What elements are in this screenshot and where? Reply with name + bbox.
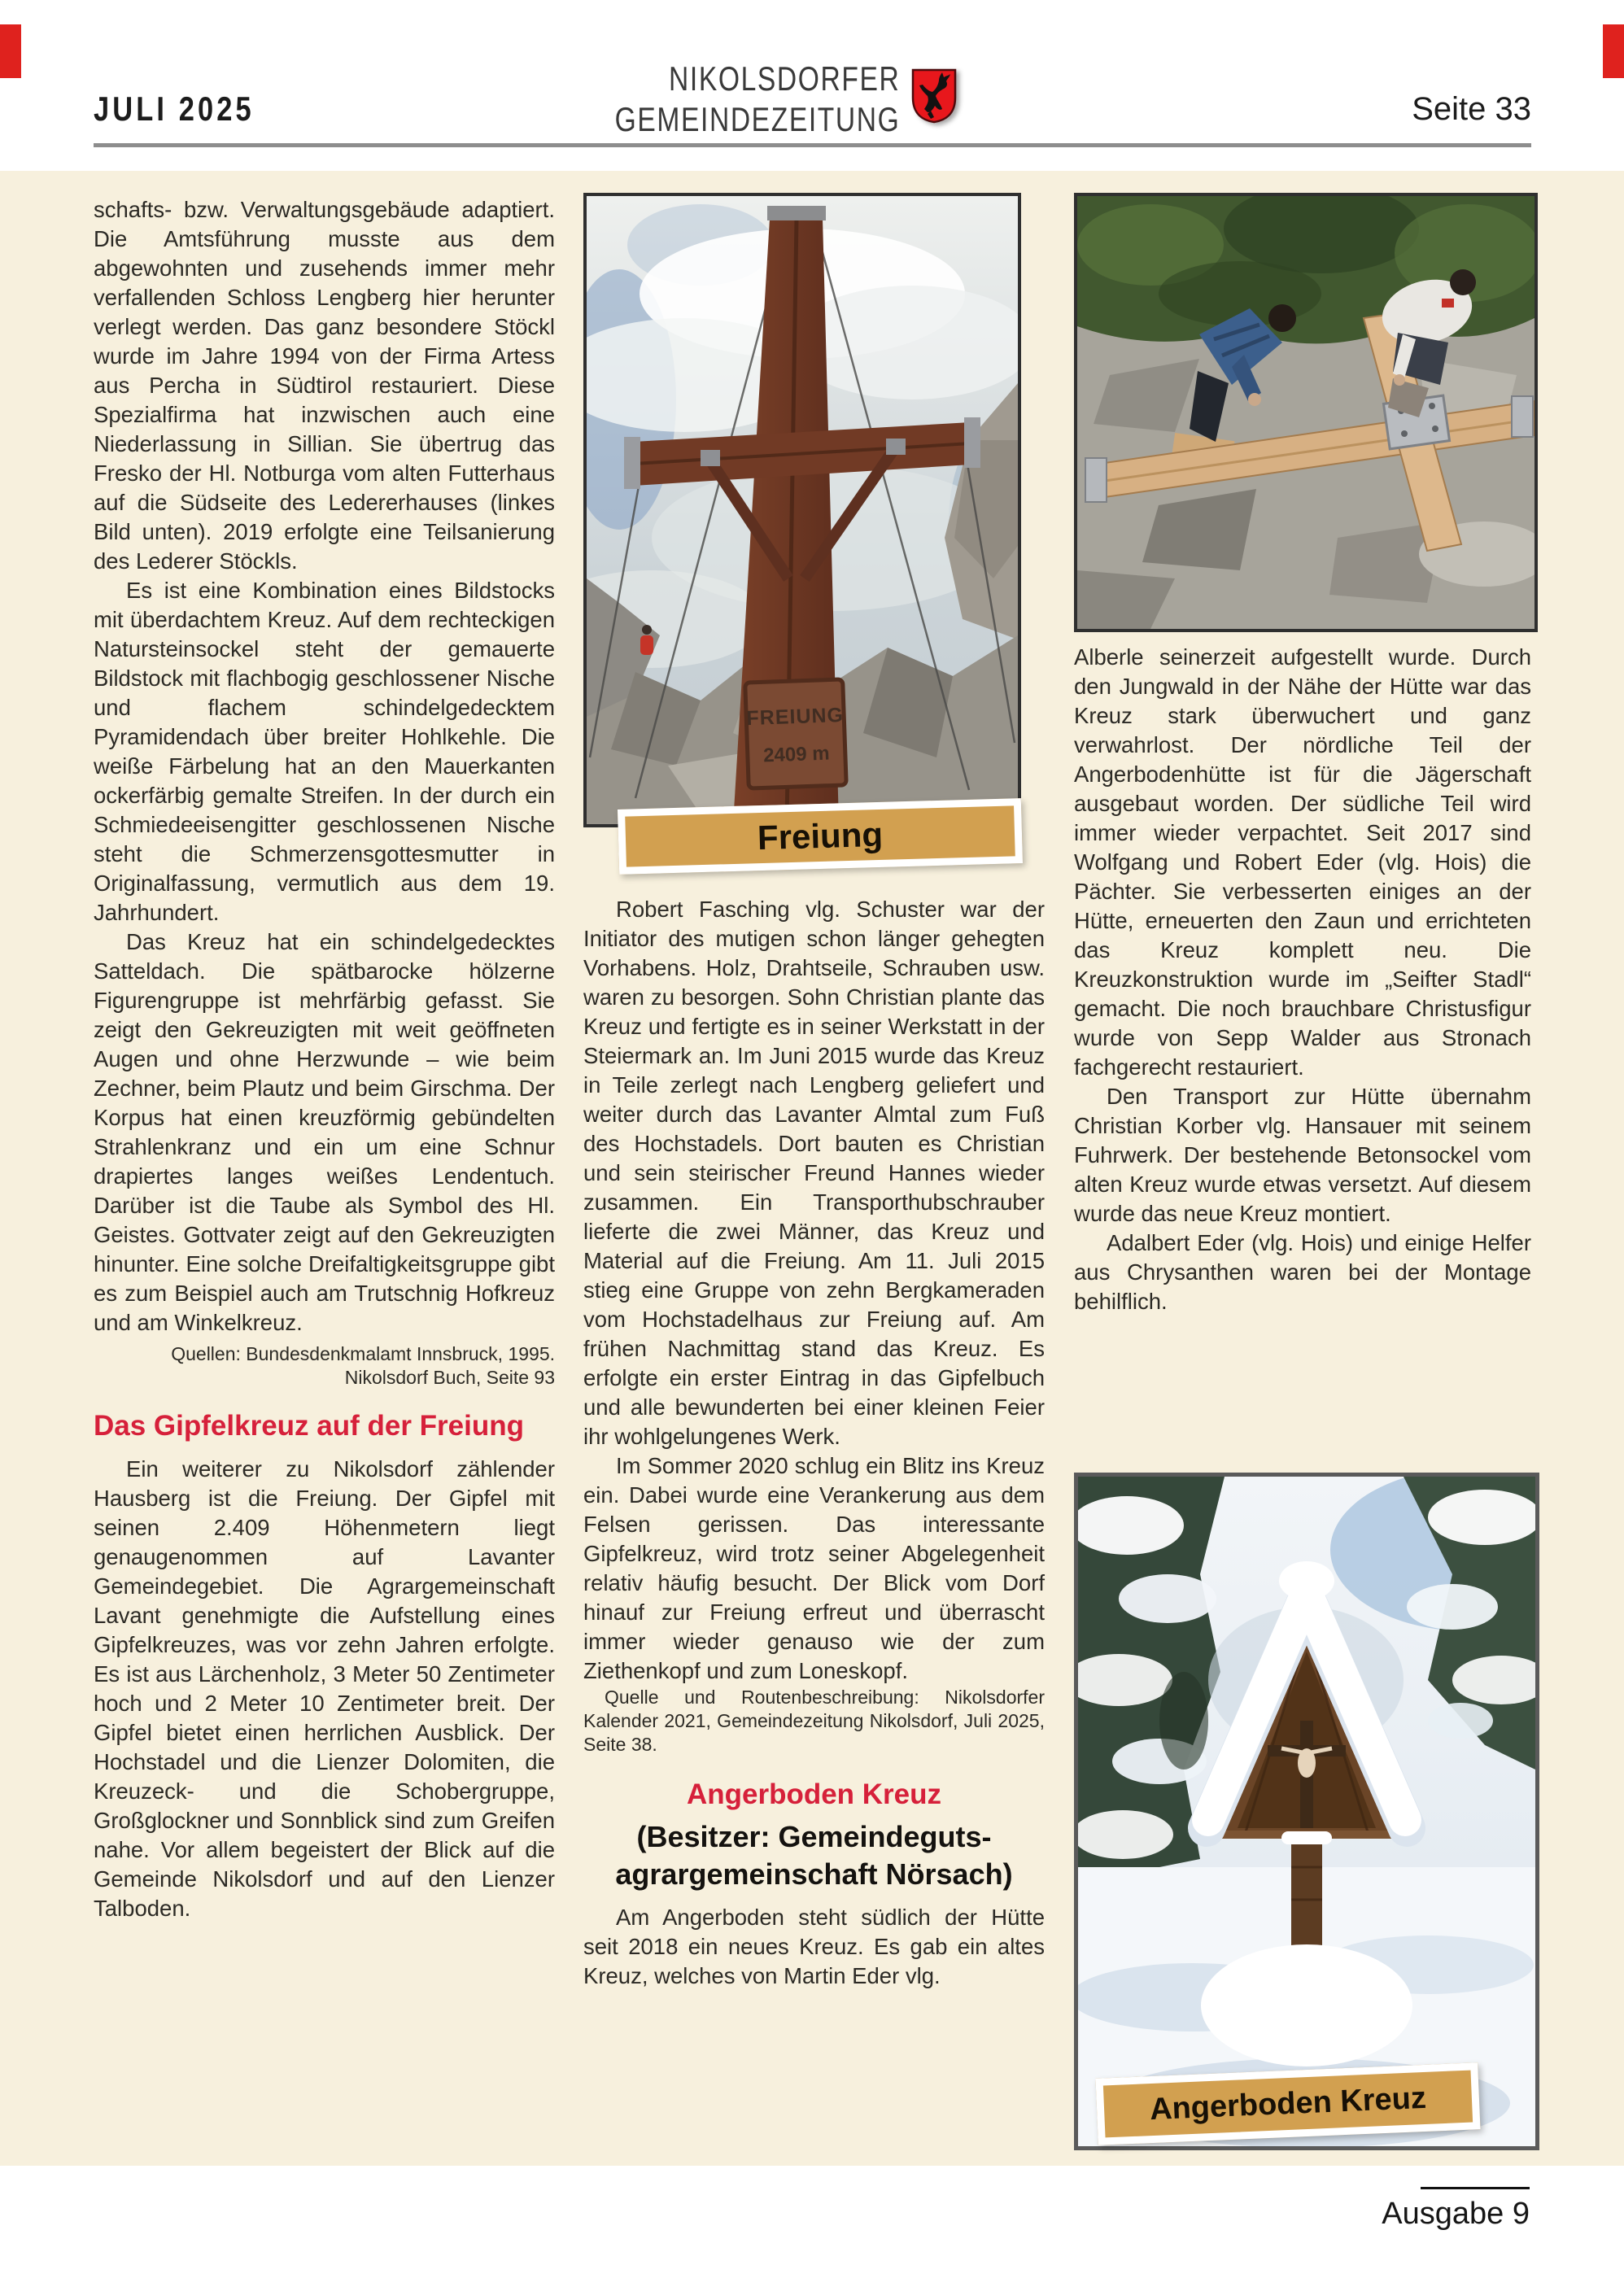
- climber-red-jacket: [640, 635, 653, 655]
- photo-freiung-summit-cross: [583, 193, 1021, 827]
- summit-sign-elevation: 2409 m: [762, 742, 831, 767]
- header-rule: [94, 143, 1531, 147]
- column-1: [94, 195, 555, 1923]
- summit-sign: [745, 679, 846, 788]
- footer-rule: [1421, 2187, 1530, 2189]
- summit-sign-name: FREIUNG: [746, 703, 845, 731]
- red-corner-mark-left: [0, 24, 21, 78]
- photo-cross-assembly: [1074, 193, 1538, 632]
- masthead-line2: GEMEINDEZEITUNG: [614, 100, 900, 138]
- caption-text: Angerboden Kreuz: [1149, 2080, 1427, 2127]
- coat-of-arms-icon: [911, 68, 957, 124]
- col3-paragraph-1: Alberle seinerzeit aufgestellt wurde. Durch den Jungwald in der Nähe der Hütte war das Kreuz stark überwuchert und ganz verwahrlost. Der nördliche Teil der Angerbodenhütte ist für die Jägerschaft ausgebaut worden. Der südliche Teil wird immer wieder verpachtet. Seit 2017 sind Wolfgang und Robert Eder (vlg. Hois) die Pächter. Sie verbesserten einiges an der Hütte, erneuerten den Zaun und errichteten das Kreuz komplett neu. Die Kreuzkonstruktion wurde im „Seifter Stadl“ gemacht. Die noch brauchbare Christusfigur wurde von Sepp Walder aus Stronach fachgerecht restauriert.: [1074, 644, 1531, 1080]
- col3-paragraph-2: Den Transport zur Hütte übernahm Christian Korber vlg. Hansauer mit seinem Fuhrwerk. Der bestehende Betonsockel vom alten Kreuz wurde etwas versetzt. Auf diesem wurde das neue Kreuz montiert.: [1074, 1084, 1531, 1226]
- col2-paragraph-2: Im Sommer 2020 schlug ein Blitz ins Kreuz ein. Dabei wurde eine Verankerung aus dem Felsen gerissen. Das interessante Gipfelkreuz, wird trotz seiner Abgelegenheit relativ häufig besucht. Der Blick vom Dorf hinauf zur Freiung erfreut und überrascht immer wieder genauso wie der zum Ziethenkopf und zum Loneskopf.: [583, 1453, 1045, 1683]
- col1-paragraph-3: Das Kreuz hat ein schindelgedecktes Satteldach. Die spätbarocke hölzerne Figurengruppe ist mehrfärbig gefasst. Sie zeigt den Gekreuzigten mit weit geöffneten Augen und ohne Herzwunde – wie beim Zechner, beim Plautz und beim Girschma. Der Korpus hat einen kreuzförmig gebündelten Strahlenkranz und ein um eine Schnur drapiertes langes weißes Lendentuch. Darüber ist die Taube als Symbol des Hl. Geistes. Gottvater zeigt auf den Gekreuzigten hinunter. Eine solche Dreifaltigkeitsgruppe gibt es zum Beispiel auch am Trutschnig Hofkreuz und am Winkelkreuz.: [94, 929, 555, 1335]
- col1-paragraph-4: Ein weiterer zu Nikolsdorf zählender Hausberg ist die Freiung. Der Gipfel mit seinen 2.409 Höhenmetern liegt genaugenommen auf Lavanter Gemeindegebiet. Die Agrargemeinschaft Lavant genehmigte die Aufstellung eines Gipfelkreuzes, was vor zehn Jahren erfolgte. Es ist aus Lärchenholz, 3 Meter 50 Zentimeter hoch und 2 Meter 10 Zentimeter breit. Der Gipfel bietet einen herrlichen Ausblick. Der Hochstadel und die Lienzer Dolomiten, die Kreuzeck- und die Schobergruppe, Großglockner und Sonnblick sind zum Greifen nahe. Vor allem begeistert der Blick auf die Gemeinde Nikolsdorf und auf den Lienzer Talboden.: [94, 1456, 555, 1921]
- col2-section-heading: Angerboden Kreuz: [686, 1778, 942, 1810]
- masthead: [614, 59, 900, 140]
- col1-section-heading: Das Gipfelkreuz auf der Freiung: [94, 1410, 524, 1442]
- photo-angerboden-kreuz-winter: [1074, 1473, 1539, 2150]
- masthead-line1: NIKOLSDORFER: [668, 59, 900, 98]
- caption-text: Freiung: [757, 814, 884, 858]
- issue-number: Ausgabe 9: [1382, 2197, 1530, 2231]
- page-number: Seite 33: [1412, 91, 1531, 127]
- col2-paragraph-3: Am Angerboden steht südlich der Hütte seit 2018 ein neues Kreuz. Es gab ein altes Kreuz, welches von Martin Eder vlg.: [583, 1905, 1045, 1988]
- col2-source: Quelle und Routenbeschreibung: Nikolsdorfer Kalender 2021, Gemeindezeitung Nikolsdorf, Juli 2025, Seite 38.: [583, 1687, 1045, 1755]
- column-2: [583, 895, 1045, 1991]
- photo-caption-freiung: [618, 798, 1023, 875]
- col1-paragraph-1: schafts- bzw. Verwaltungsgebäude adaptiert. Die Amtsführung musste aus dem abgewohnten und zusehends immer mehr verfallenden Schloss Lengberg hier herunter verlegt werden. Das ganz besondere Stöckl wurde im Jahre 1994 von der Firma Artess aus Percha in Südtirol restauriert. Diese Spezialfirma hat inzwischen auch eine Niederlassung in Sillian. Sie übertrug das Fresko der Hl. Notburga vom alten Futterhaus auf die Südseite des Ledererhauses (linkes Bild unten). 2019 erfolgte eine Teilsanierung des Lederer Stöckls.: [94, 197, 555, 574]
- col1-sources: [94, 1342, 555, 1390]
- issue-date: JULI 2025: [94, 89, 255, 128]
- column-3: [1074, 643, 1531, 1316]
- col2-subheading-line2: agrargemeinschaft Nörsach): [615, 1857, 1013, 1891]
- shirt-logo: [1442, 299, 1454, 308]
- col2-subheading-line1: (Besitzer: Gemeindeguts-: [636, 1820, 992, 1853]
- col3-paragraph-3: Adalbert Eder (vlg. Hois) und einige Helfer aus Chrysanthen waren bei der Montage behilflich.: [1074, 1230, 1531, 1314]
- col1-paragraph-2: Es ist eine Kombination eines Bildstocks mit überdachtem Kreuz. Auf dem rechteckigen Natursteinsockel steht der gemauerte Bildstock mit flachbogig geschlossener Nische und flachem schindelgedecktem Pyramidendach über breiter Hohlkehle. Die weiße Färbelung hat an den Mauerkanten ockerfärbig gemalte Streifen. In der durch ein Schmiedeeisengitter geschlossenen Nische steht die Schmerzensgottesmutter in Originalfassung, vermutlich aus dem 19. Jahrhundert.: [94, 578, 555, 925]
- col1-source-line2: Nikolsdorf Buch, Seite 93: [344, 1367, 555, 1388]
- snow-drift: [1201, 1944, 1412, 2066]
- red-corner-mark-right: [1603, 24, 1624, 78]
- col2-paragraph-1: Robert Fasching vlg. Schuster war der Initiator des mutigen schon länger gehegten Vorhabens. Holz, Drahtseile, Schrauben usw. waren zu besorgen. Sohn Christian plante das Kreuz und fertigte es in seiner Werkstatt in der Steiermark an. Im Juni 2015 wurde das Kreuz in Teile zerlegt nach Lengberg geliefert und weiter durch das Lavanter Almtal zum Fuß des Hochstadels. Dort bauten es Christian und sein steirischer Freund Hannes wieder zusammen. Ein Transporthubschrauber lieferte die zwei Männer, das Kreuz und Material auf die Freiung. Am 11. Juli 2015 stieg eine Gruppe von zehn Bergkameraden vom Hochstadelhaus zur Freiung auf. Am frühen Nachmittag stand das Kreuz. Es erfolgte ein erster Eintrag in das Gipfelbuch und alle bewunderten bei einer kleinen Feier ihr wohlgelungenes Werk.: [583, 897, 1045, 1449]
- col1-source-line1: Quellen: Bundesdenkmalamt Innsbruck, 1995.: [171, 1343, 555, 1364]
- col2-subheading: [583, 1818, 1045, 1893]
